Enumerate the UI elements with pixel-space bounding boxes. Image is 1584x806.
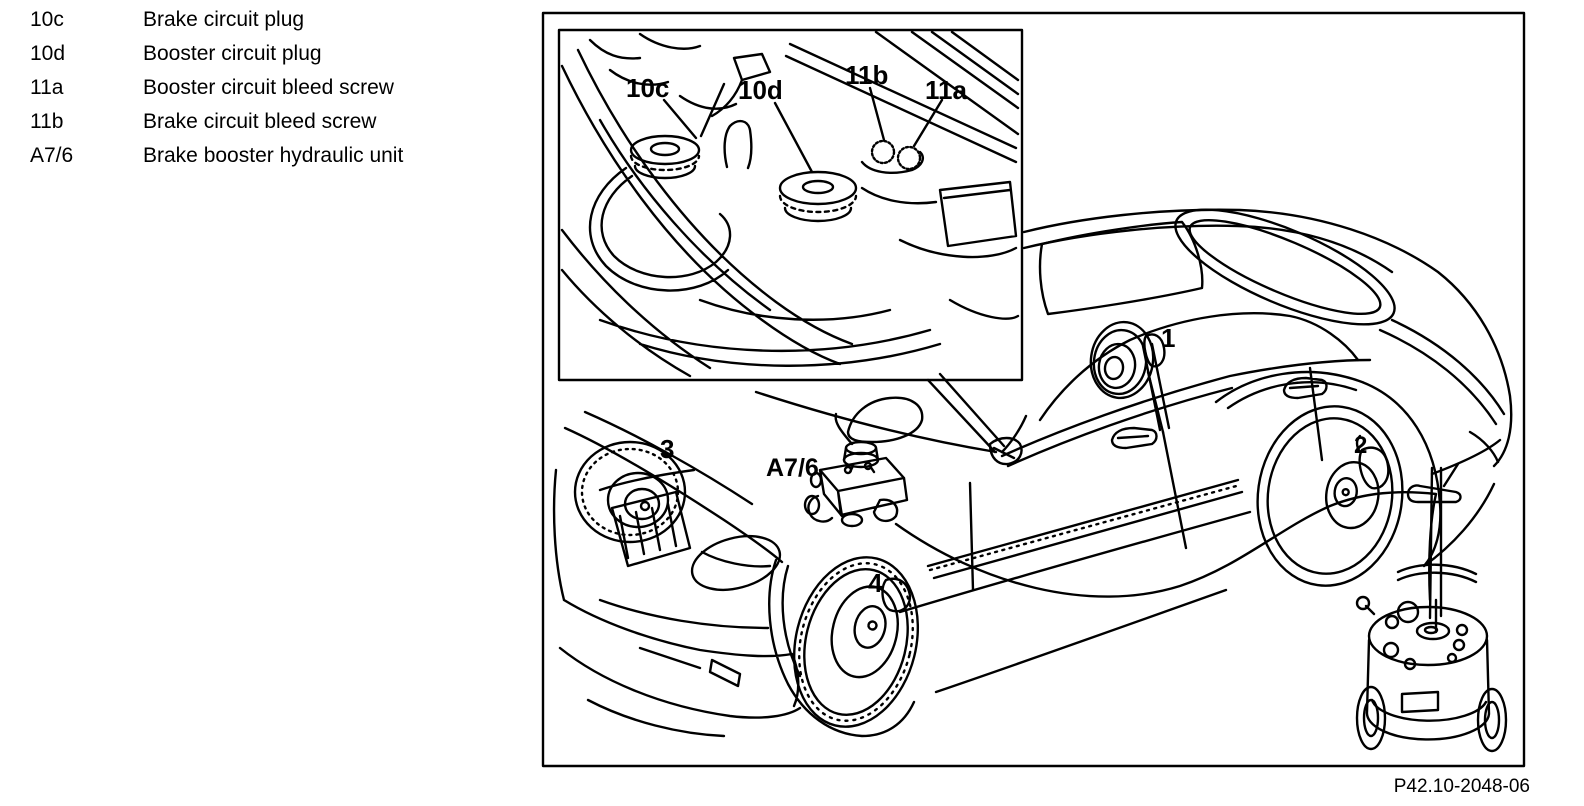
label-pos1: 1 (1161, 323, 1176, 353)
rocker-strip-edges (928, 480, 1242, 578)
legend-code: A7/6 (30, 144, 74, 167)
headlamp-line (702, 552, 770, 566)
bleed-hose (896, 492, 1436, 600)
legend-code: 11a (30, 76, 64, 99)
front-caliper (883, 579, 910, 611)
disc-leader (1148, 372, 1163, 432)
legend-desc: Booster circuit plug (143, 42, 322, 65)
legend-desc: Brake booster hydraulic unit (143, 144, 404, 167)
bleeder-cart (1357, 464, 1506, 751)
rear-wheel (1246, 397, 1414, 595)
label-11b: 11b (845, 60, 889, 90)
legend-code: 10d (30, 42, 66, 65)
window-brake-disc (1086, 318, 1164, 432)
front-wheel (777, 544, 935, 740)
booster-bleed-screw (898, 147, 920, 169)
legend-code: 11b (30, 110, 64, 133)
bleed-screws (872, 141, 920, 169)
legend-desc: Booster circuit bleed screw (143, 76, 394, 99)
legend-code: 10c (30, 8, 64, 31)
car-glasshouse (1002, 222, 1358, 452)
brake-bleed-screw (872, 141, 894, 163)
booster-circuit-plug (780, 172, 856, 221)
label-11a: 11a (925, 75, 967, 105)
label-10d: 10d (738, 75, 783, 105)
cart-wheels (1357, 687, 1506, 751)
legend-desc: Brake circuit plug (143, 8, 305, 31)
label-10c: 10c (626, 73, 670, 103)
label-unit-a76: A7/6 (766, 454, 819, 482)
brake-circuit-plug (631, 136, 699, 178)
label-pos4: 4 (868, 568, 883, 598)
rear-window-outer (1162, 187, 1408, 347)
legend-desc: Brake circuit bleed screw (143, 110, 377, 133)
inset-engine-bay (559, 30, 1022, 380)
label-pos2: 2 (1354, 432, 1368, 459)
rear-window-inner (1180, 203, 1390, 331)
label-pos3: 3 (660, 434, 675, 464)
figure-caption: P42.10-2048-06 (1393, 776, 1530, 797)
inset-leader-lines (664, 84, 942, 172)
